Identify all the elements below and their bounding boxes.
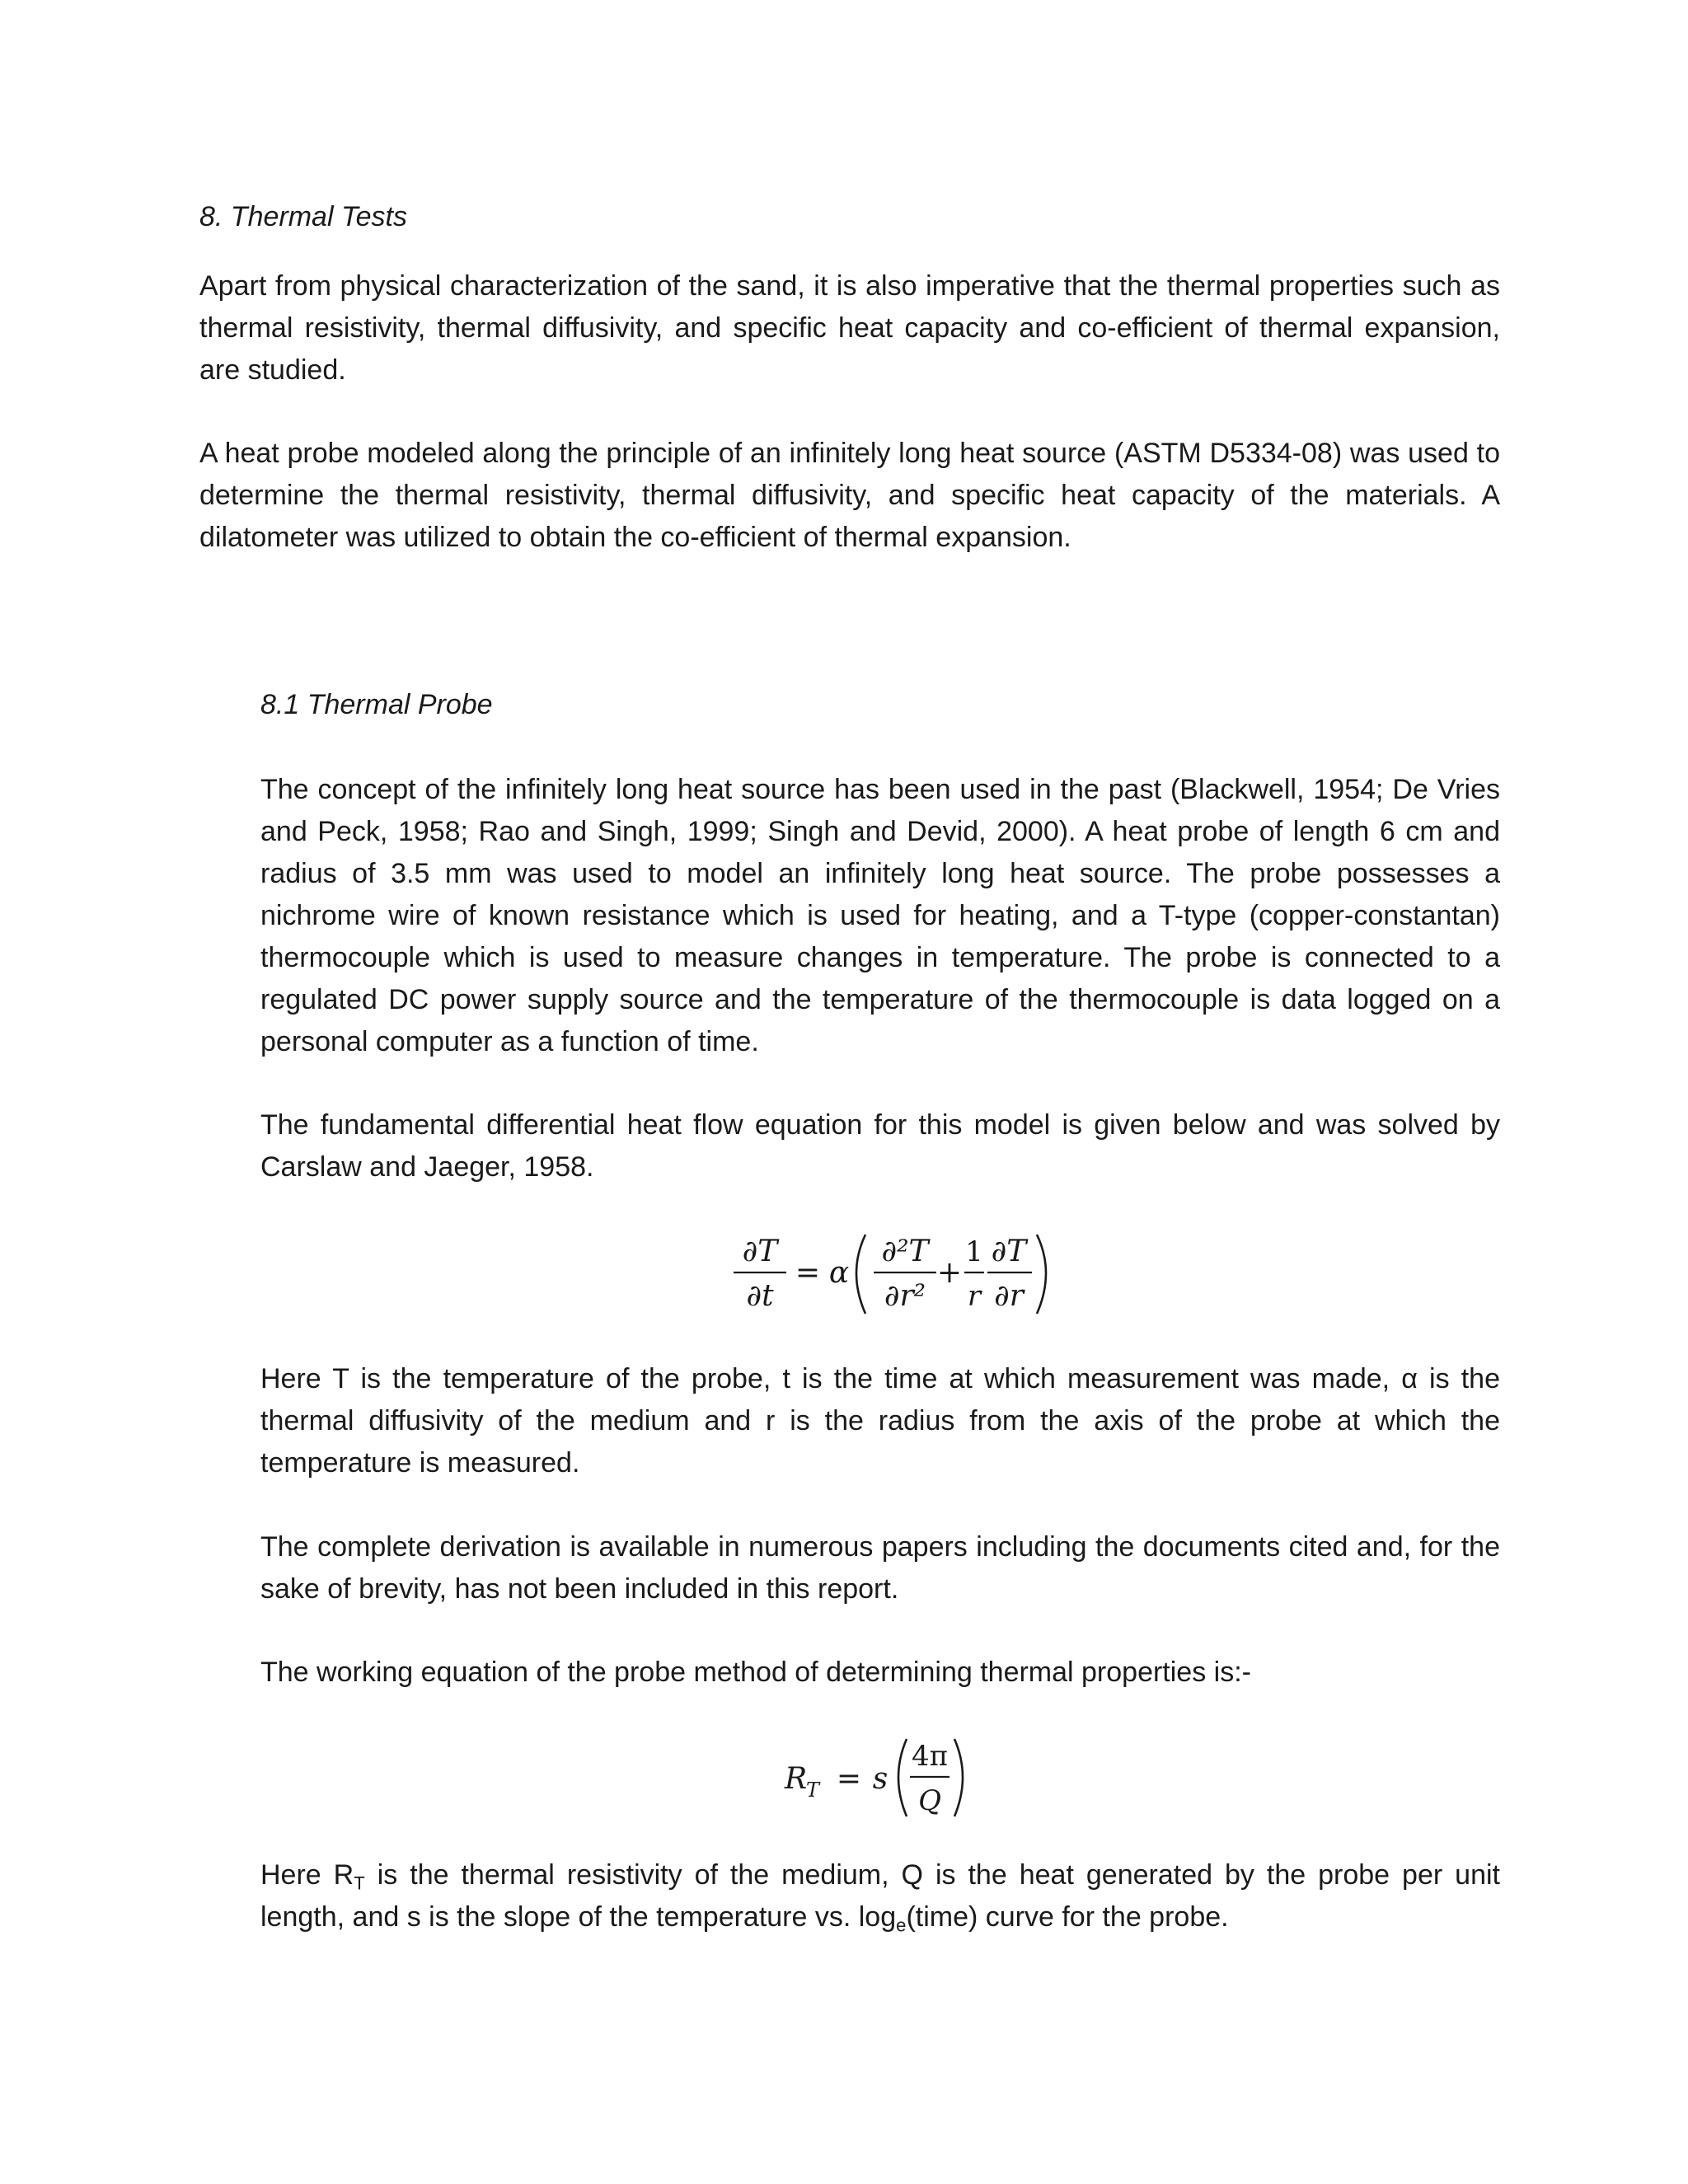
subsection-paragraph-2: The fundamental differential heat flow equation for this model is given below and was solved by Carslaw and Jaeger, 1958. <box>260 1109 1500 1183</box>
para6-part-c: (time) curve for the probe. <box>906 1901 1229 1933</box>
term2-denominator: r <box>967 1280 982 1313</box>
term2-numerator: 1 <box>965 1235 983 1268</box>
lhs-denominator: ∂t <box>746 1279 774 1313</box>
section-paragraph-1: Apart from physical characterization of the sand, it is also imperative that the thermal properties such as thermal resistivity, thermal diffusivity, and specific heat capacity and co-efficient of thermal expansion, are studied. <box>199 270 1500 386</box>
para6-part-a: Here R <box>260 1859 354 1891</box>
heat-flow-equation-tail <box>986 1228 1060 1327</box>
term1-numerator: ∂²T <box>881 1235 929 1268</box>
para6-subscript-e: e <box>896 1915 907 1936</box>
term3-numerator: ∂T <box>991 1235 1027 1268</box>
plus-sign: + <box>936 1256 963 1290</box>
left-parenthesis-2 <box>898 1739 907 1816</box>
right-parenthesis <box>1037 1235 1046 1314</box>
term1-denominator: ∂r² <box>884 1279 926 1313</box>
working-denominator: Q <box>918 1784 941 1817</box>
section-paragraph-2: A heat probe modeled along the principle of an infinitely long heat source (ASTM D5334-08) was used to determine the thermal resistivity, thermal diffusivity, and specific heat capacity of the materials. A dilatometer was utilized to obtain the co-efficient of thermal expansion. <box>199 438 1500 553</box>
para6-part-b: is the thermal resistivity of the medium, Q is the heat generated by the probe per unit length, and s is the slope of the temperature vs. log <box>260 1859 1500 1933</box>
slope-symbol: s <box>872 1762 889 1796</box>
subsection-paragraph-4: The complete derivation is available in numerous papers including the documents cited and, for the sake of brevity, has not been included in this report. <box>260 1531 1500 1605</box>
equals-sign: = <box>795 1256 821 1290</box>
alpha-coefficient: α <box>828 1256 850 1290</box>
para6-subscript-t: T <box>354 1872 365 1894</box>
term3-denominator: ∂r <box>994 1279 1024 1313</box>
resistivity-symbol: R <box>785 1762 808 1796</box>
subsection-paragraph-5: The working equation of the probe method of determining thermal properties is:- <box>260 1657 1251 1688</box>
working-numerator: 4π <box>912 1740 948 1773</box>
subsection-heading: 8.1 Thermal Probe <box>260 689 493 720</box>
heat-flow-equation <box>709 1228 1006 1327</box>
left-parenthesis <box>856 1235 865 1314</box>
equals-sign-2: = <box>836 1762 862 1796</box>
section-heading: 8. Thermal Tests <box>199 201 407 232</box>
lhs-numerator: ∂T <box>742 1235 778 1268</box>
resistivity-subscript: T <box>806 1779 820 1802</box>
subsection-paragraph-3: Here T is the temperature of the probe, t is the time at which measurement was made, α is the thermal diffusivity of the medium and r is the radius from the axis of the probe at which the temperature is measured. <box>260 1363 1500 1479</box>
right-parenthesis-2 <box>954 1739 963 1816</box>
subsection-paragraph-6 <box>260 1854 1500 1938</box>
working-equation <box>783 1731 997 1821</box>
subsection-paragraph-1: The concept of the infinitely long heat source has been used in the past (Blackwell, 1954; De Vries and Peck, 1958; Rao and Singh, 1999; Singh and Devid, 2000). A heat probe of length 6 cm and radius of 3.5 mm was used to model an infinitely long heat source. The probe possesses a nichrome wire of known resistance which is used for heating, and a T-type (copper-constantan) thermocouple which is used to measure changes in temperature. The probe is connected to a regulated DC power supply source and the temperature of the thermocouple is data logged on a personal computer as a function of time. <box>260 774 1500 1057</box>
